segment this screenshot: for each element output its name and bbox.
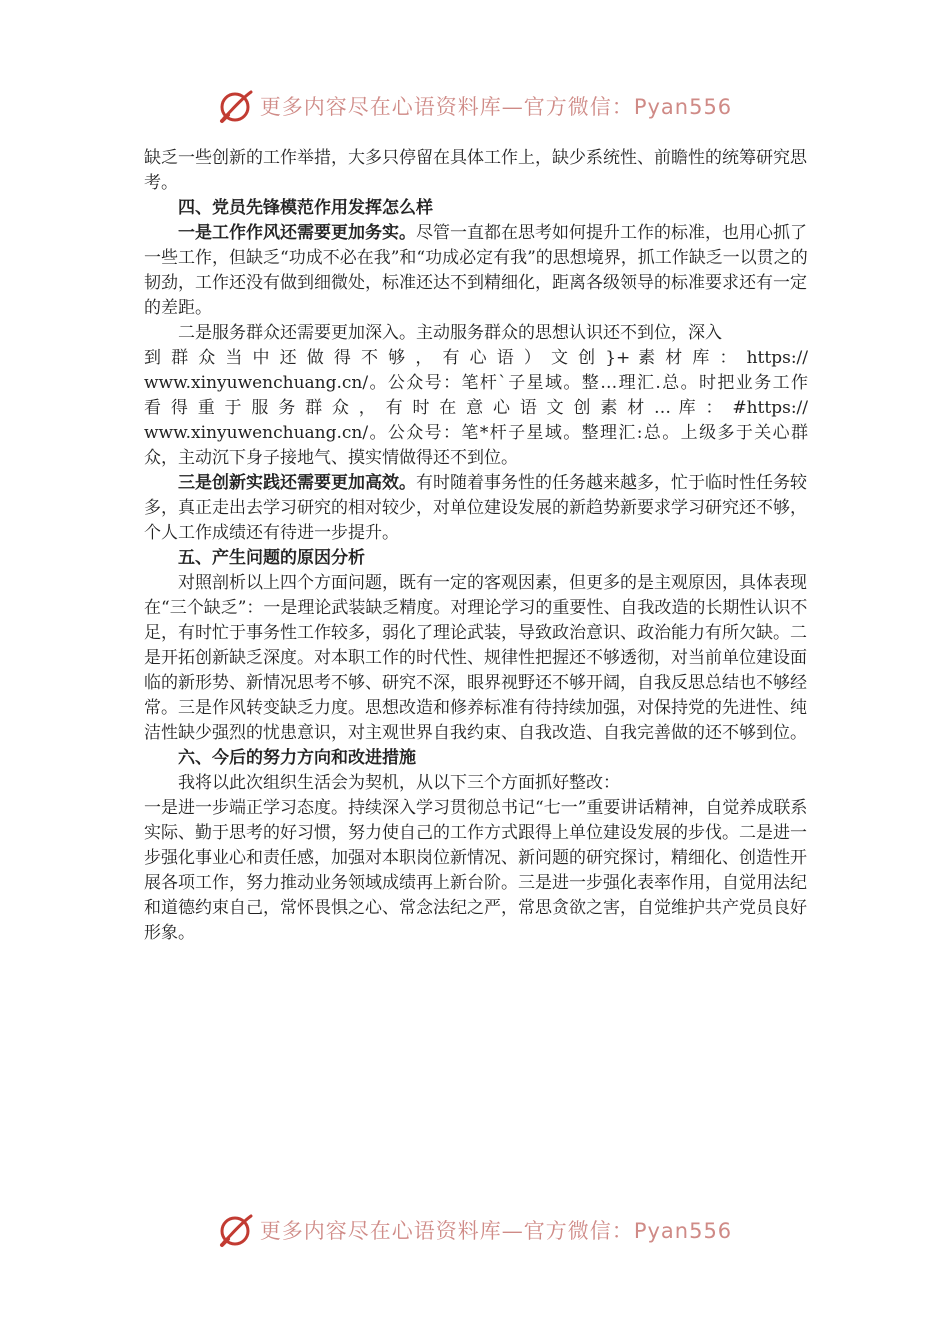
document-body [144, 146, 808, 946]
paragraph-continued: 缺乏一些创新的工作举措，大多只停留在具体工作上，缺少系统性、前瞻性的统筹研究思考。 [144, 148, 807, 193]
footer-banner-text: 更多内容尽在心语资料库—官方微信：Pyan556 [259, 1219, 733, 1243]
section-heading-6: 六、今后的努力方向和改进措施 [178, 748, 416, 768]
brush-logo-icon [218, 1212, 254, 1248]
paragraph-serve-masses: 二是服务群众还需要更加深入。主动服务群众的思想认识还不到位，深入 到 群 众 当 中 还 做 得 不 够 ， 有 心 语 ） 文 创 }+ 素 材 库 ： https:// www.xinyuwenchuang.cn/。公众号：笔杆`子星域。整…理汇.总。时把业务工作 看 得 重 于 服 务 群 众 ， 有 时 在 意 心 语 文 创 素 材 … 库 ： #https:// www.xinyuwenchuang.cn/。公众号：笔*杆子星域。整理汇:总。上级多于关心群 众，主动沉下身子接地气、摸实情做得还不到位。 [144, 323, 809, 468]
header-banner [0, 86, 950, 126]
paragraph-work-style: 一是工作作风还需要更加务实。尽管一直都在思考如何提升工作的标准，也用心抓了一些工作，但缺乏“功成不必在我”和“功成必定有我”的思想境界，抓工作缺乏一以贯之的韧劲，工作还没有做到细微处，标准还达不到精细化，距离各级领导的标准要求还有一定的差距。 [144, 223, 808, 318]
paragraph-measures: 一是进一步端正学习态度。持续深入学习贯彻总书记“七一”重要讲话精神，自觉养成联系实际、勤于思考的好习惯，努力使自己的工作方式跟得上单位建设发展的步伐。二是进一步强化事业心和责任感，加强对本职岗位新情况、新问题的研究探讨，精细化、创造性开展各项工作，努力推动业务领域成绩再上新台阶。三是进一步强化表率作用，自觉用法纪和道德约束自己，常怀畏惧之心、常念法纪之严，常思贪欲之害，自觉维护共产党员良好形象。 [144, 798, 808, 943]
footer-banner [0, 1210, 950, 1250]
paragraph-intro: 我将以此次组织生活会为契机，从以下三个方面抓好整改： [178, 773, 620, 793]
paragraph-innovation: 三是创新实践还需要更加高效。有时随着事务性的任务越来越多，忙于临时性任务较多，真正走出去学习研究的相对较少，对单位建设发展的新趋势新要求学习研究还不够，个人工作成绩还有待进一步提升。 [144, 473, 807, 543]
wechat-id: Pyan556 [633, 95, 733, 119]
header-banner-text: 更多内容尽在心语资料库—官方微信：Pyan556 [259, 95, 733, 119]
wechat-id: Pyan556 [633, 1219, 733, 1243]
paragraph-cause-analysis: 对照剖析以上四个方面问题，既有一定的客观因素，但更多的是主观原因，具体表现在“三个缺乏”：一是理论武装缺乏精度。对理论学习的重要性、自我改造的长期性认识不足，有时忙于事务性工作较多，弱化了理论武装，导致政治意识、政治能力有所欠缺。二是开拓创新缺乏深度。对本职工作的时代性、规律性把握还不够透彻，对当前单位建设面临的新形势、新情况思考不够、研究不深，眼界视野还不够开阔，自我反思总结也不够经常。三是作风转变缺乏力度。思想改造和修养标准有待持续加强，对保持党的先进性、纯洁性缺少强烈的忧患意识，对主观世界自我约束、自我改造、自我完善做的还不够到位。 [144, 573, 808, 743]
section-heading-5: 五、产生问题的原因分析 [178, 548, 365, 568]
section-heading-4: 四、党员先锋模范作用发挥怎么样 [178, 198, 433, 218]
paragraph-lead: 一是工作作风还需要更加务实。 [178, 223, 416, 243]
paragraph-lead: 三是创新实践还需要更加高效。 [178, 473, 416, 493]
brush-logo-icon [218, 88, 254, 124]
